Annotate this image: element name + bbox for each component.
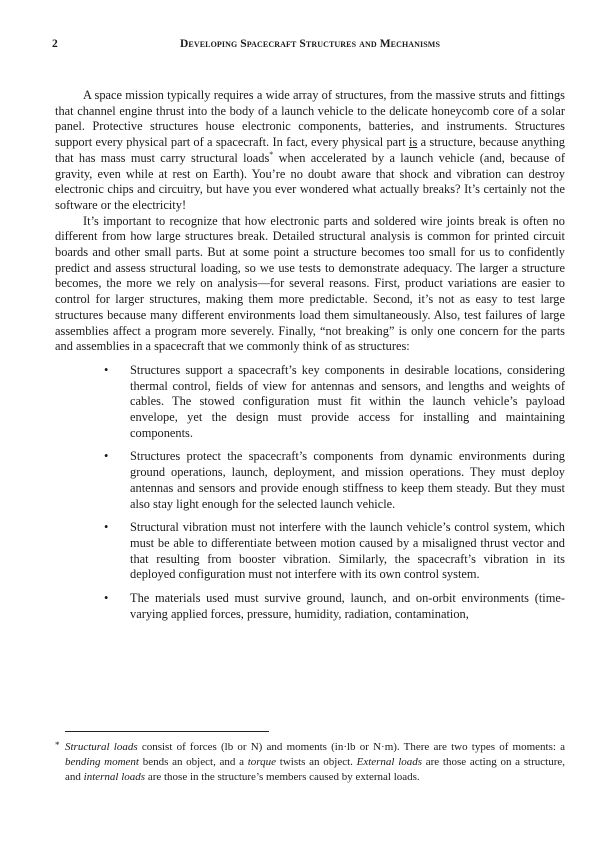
list-item-text: The materials used must survive ground, launch, and on-orbit environments (time-varying applied forces, pressure, humidity, radiation, contamination, [130,591,565,621]
bullet-icon: • [104,362,109,377]
list-item [104,449,565,512]
running-title: Developing Spacecraft Structures and Mechanisms [179,38,441,50]
emphasis-underline: is [409,135,418,150]
text-run: are those in the structure’s members caused by external loads. [145,771,420,783]
term-structural-loads: Structural loads [65,741,138,753]
footnote [55,740,565,785]
list-item-text: Structures support a spacecraft’s key components in desirable locations, considering thermal control, fields of view for antennas and sensors, and lengths and weights of cables. The stowed configuration must fit within the launch vehicle’s payload envelope, yet the design must provide access for installing and maintaining components. [130,362,565,440]
footnote-mark: * [55,740,60,750]
term-external-loads: External loads [356,756,423,768]
footnote-divider [65,731,269,732]
text-run: bends an object, and a [138,756,248,768]
footnote-text [65,740,565,785]
footnote-reference[interactable]: * [269,149,274,159]
term-torque: torque [247,756,277,768]
list-item [104,591,565,622]
list-item-text: Structures protect the spacecraft’s components from dynamic environments during ground operations, launch, deployment, and mission operations. They must deploy antennas and sensors and provide enough stiffness to keep them steady. But they must also stay light enough for the selected launch vehicle. [130,449,565,511]
text-run: A space mission typically requires a wide array of structures, from the massive struts and fittings that channel engine thrust into the body of a launch vehicle to the delicate honeycomb core of a solar panel. Protective structures house electronic components, batteries, and instruments. Structures support every physical part of a spacecraft. In fact, every physical part [55,88,565,150]
term-internal-loads: internal loads [83,771,146,783]
bullet-icon: • [104,449,109,464]
list-item-text: Structural vibration must not interfere with the launch vehicle’s control system, which must be able to differentiate between motion caused by a misaligned thrust vector and that resulting from booster vibration. Similarly, the spacecraft’s vibration in its deployed configuration must not interfere with its own control system. [130,520,565,582]
page-number: 2 [52,38,58,50]
bullet-list [55,363,565,623]
list-item [104,362,565,442]
body-text [55,88,565,631]
term-bending-moment: bending moment [65,756,139,768]
text-run: when accelerated by a launch vehicle (and, because of gravity, even while at rest on Earth). You’re no doubt aware that shock and vibration can destroy electronic chips and circuitry, but have you ever wondered what actually breaks? It’s certainly not the software or the electricity! [55,150,565,212]
text-run: a structure, because anything that has mass must carry structural loads [55,135,565,165]
bullet-icon: • [104,520,109,535]
paragraph-analysis: It’s important to recognize that how electronic parts and soldered wire joints break is often no different from how large structures break. Detailed structural analysis is common for printed circuit boards and other small parts. But at some point a structure becomes too small for us to confidently predict and assess structural loading, so we use tests to demonstrate adequacy. The larger a structure becomes, the more we rely on analysis—for several reasons. First, product variations are easier to control for larger structures, making them more predictable. Second, it’s not as easy to test large structures because many different environments load them simultaneously. Also, test failures of large assemblies affect a program more severely. Finally, “not breaking” is only one concern for the parts and assemblies in a spacecraft that we commonly think of as structures: [55,213,565,354]
text-run: consist of forces (lb or N) and moments (in·lb or N·m). There are two types of moments: a [137,741,566,753]
page-header [52,38,568,54]
bullet-icon: • [104,591,109,606]
text-run: are those acting on a structure, and [65,756,565,783]
paragraph-intro [55,88,565,214]
list-item [104,520,565,583]
text-run: twists an object. [276,756,357,768]
